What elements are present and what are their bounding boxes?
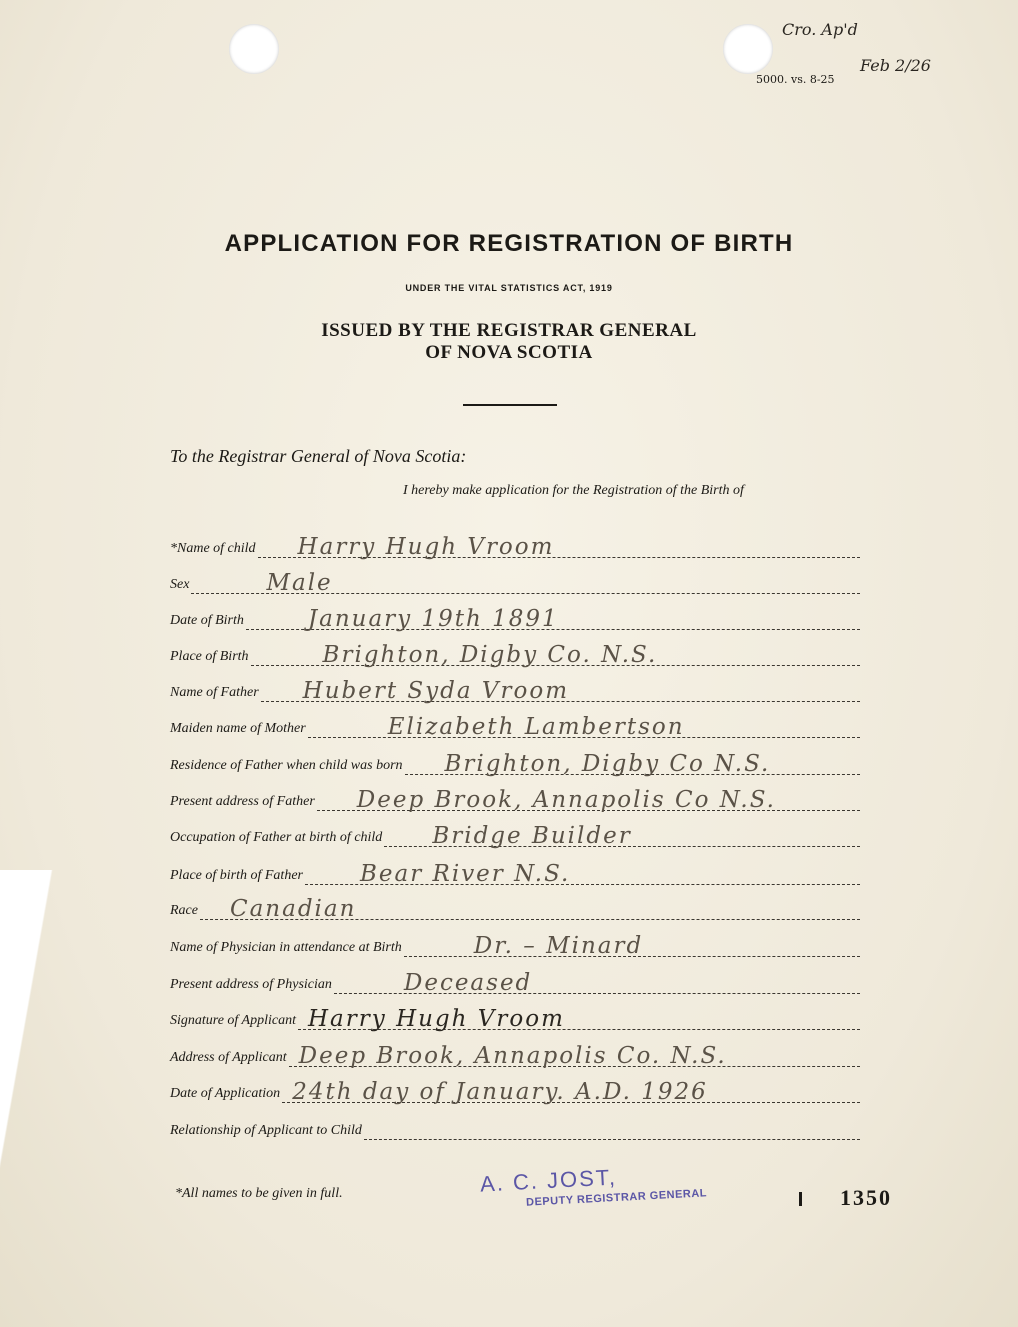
handwritten-note-date: Feb 2/26 (860, 56, 931, 75)
field-race (170, 890, 860, 920)
field-place-of-birth (170, 636, 860, 666)
field-label: Address of Applicant (170, 1050, 287, 1065)
field-line (261, 671, 860, 702)
field-date-of-application (170, 1073, 860, 1103)
field-value: Bridge Builder (432, 823, 632, 849)
field-name-of-father (170, 672, 860, 702)
field-line (191, 563, 860, 594)
field-residence-of-father (170, 745, 860, 775)
field-value: Harry Hugh Vroom (297, 534, 555, 560)
field-sex (170, 564, 860, 594)
field-line (317, 780, 860, 811)
field-line (308, 707, 860, 738)
field-label: Occupation of Father at birth of child (170, 830, 383, 845)
field-occupation-of-father (170, 817, 860, 847)
field-label: Residence of Father when child was born (170, 758, 403, 773)
field-label: Date of Application (170, 1086, 281, 1101)
field-line (246, 599, 860, 630)
issuer-line-1: ISSUED BY THE REGISTRAR GENERAL (321, 320, 697, 341)
field-value: 24th day of January. A.D. 1926 (292, 1079, 708, 1105)
field-line (384, 816, 860, 847)
field-date-of-birth (170, 600, 860, 630)
field-line (364, 1109, 860, 1140)
salutation: To the Registrar General of Nova Scotia: (170, 446, 467, 466)
field-label: Place of Birth (170, 649, 249, 664)
title-divider (463, 404, 557, 406)
field-value: Elizabeth Lambertson (387, 714, 685, 740)
field-line (282, 1072, 860, 1103)
field-label: *Name of child (170, 541, 256, 556)
issuer-heading (0, 320, 1018, 364)
field-label: Maiden name of Mother (170, 721, 306, 736)
torn-edge (0, 870, 90, 1327)
field-label: Present address of Father (170, 794, 315, 809)
field-label: Place of birth of Father (170, 868, 303, 883)
serial-number: 1350 (840, 1185, 892, 1210)
field-line (334, 963, 860, 994)
field-value: Brighton, Digby Co. N.S. (322, 642, 658, 668)
field-maiden-name-of-mother (170, 708, 860, 738)
field-present-address-of-father (170, 781, 860, 811)
field-address-of-applicant (170, 1037, 860, 1067)
field-line (258, 527, 860, 558)
field-value: Brighton, Digby Co N.S. (444, 751, 771, 777)
field-line (200, 889, 860, 920)
field-name-of-child (170, 528, 860, 558)
issuer-line-2: OF NOVA SCOTIA (425, 342, 593, 363)
intro-statement: I hereby make application for the Registration of the Birth of (403, 483, 744, 498)
field-label: Present address of Physician (170, 977, 332, 992)
field-value: January 19th 1891 (307, 606, 559, 632)
field-value: Male (266, 570, 333, 596)
field-line (298, 999, 860, 1030)
signature-value: Harry Hugh Vroom (308, 1006, 565, 1032)
field-place-of-birth-of-father (170, 855, 860, 885)
document-title: APPLICATION FOR REGISTRATION OF BIRTH (224, 230, 794, 257)
field-value: Deep Brook, Annapolis Co. N.S. (298, 1043, 727, 1069)
field-line (305, 854, 860, 885)
field-value: Deceased (403, 970, 533, 996)
stamp-name: A. C. JOST, (479, 1164, 618, 1197)
field-value: Deep Brook, Annapolis Co N.S. (356, 787, 776, 813)
field-value: Dr. – Minard (473, 933, 644, 959)
field-line (404, 926, 860, 957)
handwritten-note-approved: Cro. Ap'd (782, 20, 858, 39)
field-line (251, 635, 860, 666)
punch-hole-left (229, 24, 279, 74)
field-signature-of-applicant (170, 1000, 860, 1030)
field-line (405, 744, 860, 775)
field-relationship-of-applicant (170, 1110, 860, 1140)
field-label: Relationship of Applicant to Child (170, 1123, 362, 1138)
punch-hole-right (723, 24, 773, 74)
field-label: Sex (170, 577, 190, 592)
field-label: Name of Physician in attendance at Birth (170, 940, 402, 955)
field-value: Hubert Syda Vroom (302, 678, 570, 704)
tick-mark (799, 1192, 802, 1206)
field-name-of-physician (170, 927, 860, 957)
field-label: Date of Birth (170, 613, 244, 628)
field-label: Race (170, 903, 198, 918)
stamp-title: DEPUTY REGISTRAR GENERAL (525, 1187, 708, 1209)
form-number: 5000. vs. 8-25 (756, 73, 835, 86)
footnote: *All names to be given in full. (175, 1186, 343, 1201)
field-label: Signature of Applicant (170, 1013, 296, 1028)
document-subtitle: UNDER THE VITAL STATISTICS ACT, 1919 (405, 283, 613, 293)
field-value: Canadian (229, 896, 357, 922)
field-line (289, 1036, 860, 1067)
field-present-address-of-physician (170, 964, 860, 994)
field-label: Name of Father (170, 685, 259, 700)
field-value: Bear River N.S. (359, 861, 571, 887)
